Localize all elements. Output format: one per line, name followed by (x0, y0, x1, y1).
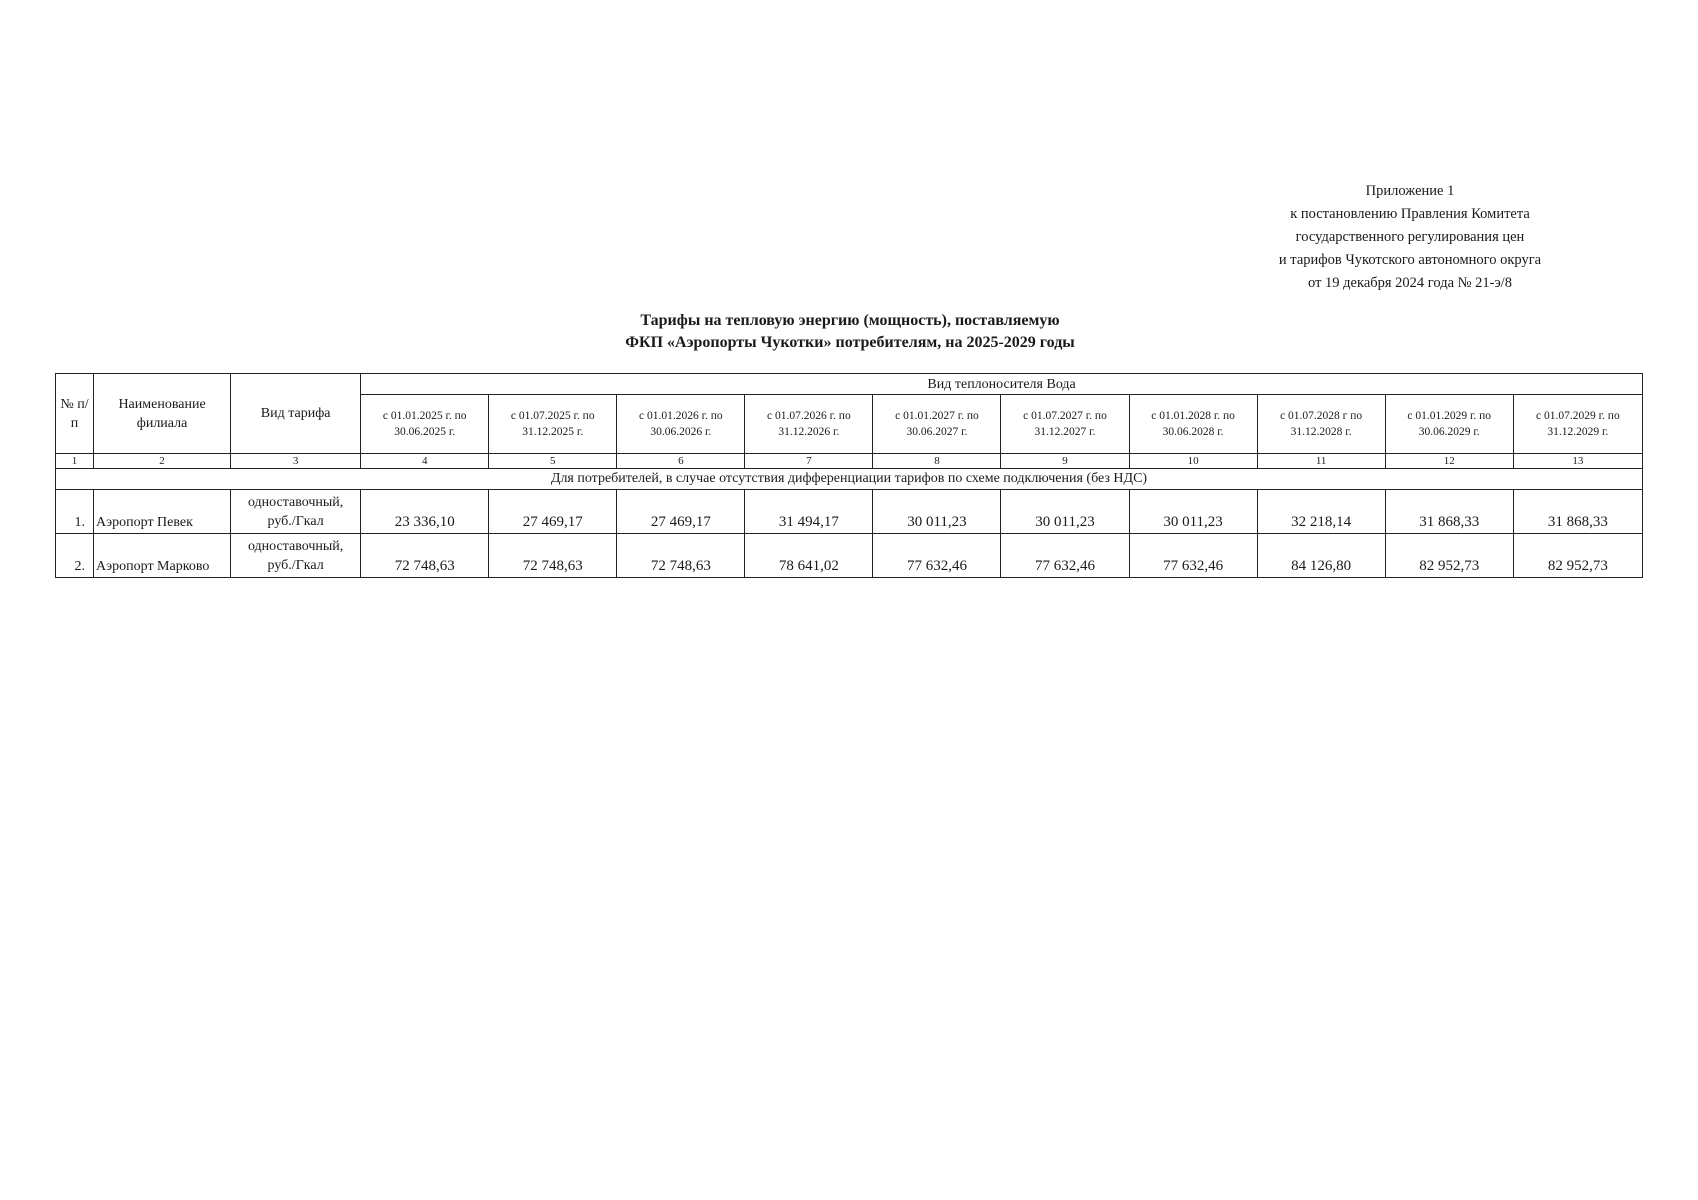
tariff-value: 77 632,46 (1001, 534, 1129, 578)
tariff-unit-line: руб./Гкал (267, 557, 324, 573)
tariff-value: 32 218,14 (1257, 490, 1385, 534)
header-period: с 01.07.2026 г. по 31.12.2026 г. (745, 395, 873, 454)
column-number: 11 (1257, 454, 1385, 469)
tariff-value: 77 632,46 (1129, 534, 1257, 578)
appendix-block (1220, 180, 1600, 295)
appendix-line: и тарифов Чукотского автономного округа (1278, 252, 1542, 268)
tariff-value: 82 952,73 (1513, 534, 1642, 578)
header-branch: Наименование филиала (94, 374, 231, 454)
tariff-value: 84 126,80 (1257, 534, 1385, 578)
branch-name: Аэропорт Марково (94, 534, 231, 578)
title-line-2: ФКП «Аэропорты Чукотки» потребителям, на 2025-2029 годы (625, 334, 1075, 351)
tariff-value: 72 748,63 (361, 534, 489, 578)
header-period: с 01.07.2027 г. по 31.12.2027 г. (1001, 395, 1129, 454)
column-number: 2 (94, 454, 231, 469)
column-number: 3 (231, 454, 361, 469)
tariff-value: 31 868,33 (1385, 490, 1513, 534)
column-number: 8 (873, 454, 1001, 469)
column-number: 12 (1385, 454, 1513, 469)
row-number: 1. (56, 490, 94, 534)
tariff-value: 30 011,23 (1129, 490, 1257, 534)
header-period: с 01.07.2025 г. по 31.12.2025 г. (489, 395, 617, 454)
table-row (56, 534, 1643, 578)
tariff-value: 23 336,10 (361, 490, 489, 534)
column-number: 7 (745, 454, 873, 469)
tariff-type-line: одноставочный, (247, 538, 344, 554)
header-period: с 01.07.2029 г. по 31.12.2029 г. (1513, 395, 1642, 454)
appendix-line: к постановлению Правления Комитета (1290, 206, 1530, 222)
section-label: Для потребителей, в случае отсутствия дифференциации тарифов по схеме подключения (без НДС) (56, 469, 1643, 490)
branch-name: Аэропорт Певек (94, 490, 231, 534)
column-number: 4 (361, 454, 489, 469)
tariff-value: 27 469,17 (489, 490, 617, 534)
tariff-value: 31 494,17 (745, 490, 873, 534)
column-number: 5 (489, 454, 617, 469)
tariff-value: 30 011,23 (873, 490, 1001, 534)
tariff-type-line: одноставочный, (247, 494, 344, 510)
appendix-line: от 19 декабря 2024 года № 21-э/8 (1308, 275, 1512, 291)
tariff-type-cell (231, 490, 361, 534)
appendix-line: государственного регулирования цен (1295, 229, 1525, 245)
tariff-value: 82 952,73 (1385, 534, 1513, 578)
title-line-1: Тарифы на тепловую энергию (мощность), поставляемую (640, 312, 1060, 329)
tariff-table (55, 373, 1643, 578)
header-period: с 01.01.2025 г. по 30.06.2025 г. (361, 395, 489, 454)
column-number: 13 (1513, 454, 1642, 469)
document-title (340, 310, 1360, 354)
column-number: 1 (56, 454, 94, 469)
tariff-value: 72 748,63 (617, 534, 745, 578)
header-period: с 01.01.2027 г. по 30.06.2027 г. (873, 395, 1001, 454)
header-coolant-water: Вид теплоносителя Вода (361, 374, 1643, 395)
tariff-value: 77 632,46 (873, 534, 1001, 578)
column-number: 10 (1129, 454, 1257, 469)
tariff-unit-line: руб./Гкал (267, 513, 324, 529)
tariff-value: 72 748,63 (489, 534, 617, 578)
header-tariff-type: Вид тарифа (231, 374, 361, 454)
tariff-value: 31 868,33 (1513, 490, 1642, 534)
column-number: 6 (617, 454, 745, 469)
header-period: с 01.01.2029 г. по 30.06.2029 г. (1385, 395, 1513, 454)
tariff-value: 30 011,23 (1001, 490, 1129, 534)
header-no: № п/п (56, 374, 94, 454)
tariff-value: 78 641,02 (745, 534, 873, 578)
table-row (56, 490, 1643, 534)
column-number: 9 (1001, 454, 1129, 469)
row-number: 2. (56, 534, 94, 578)
header-period: с 01.01.2026 г. по 30.06.2026 г. (617, 395, 745, 454)
tariff-value: 27 469,17 (617, 490, 745, 534)
header-period: с 01.01.2028 г. по 30.06.2028 г. (1129, 395, 1257, 454)
tariff-type-cell (231, 534, 361, 578)
appendix-line: Приложение 1 (1365, 183, 1455, 199)
header-period: с 01.07.2028 г по 31.12.2028 г. (1257, 395, 1385, 454)
